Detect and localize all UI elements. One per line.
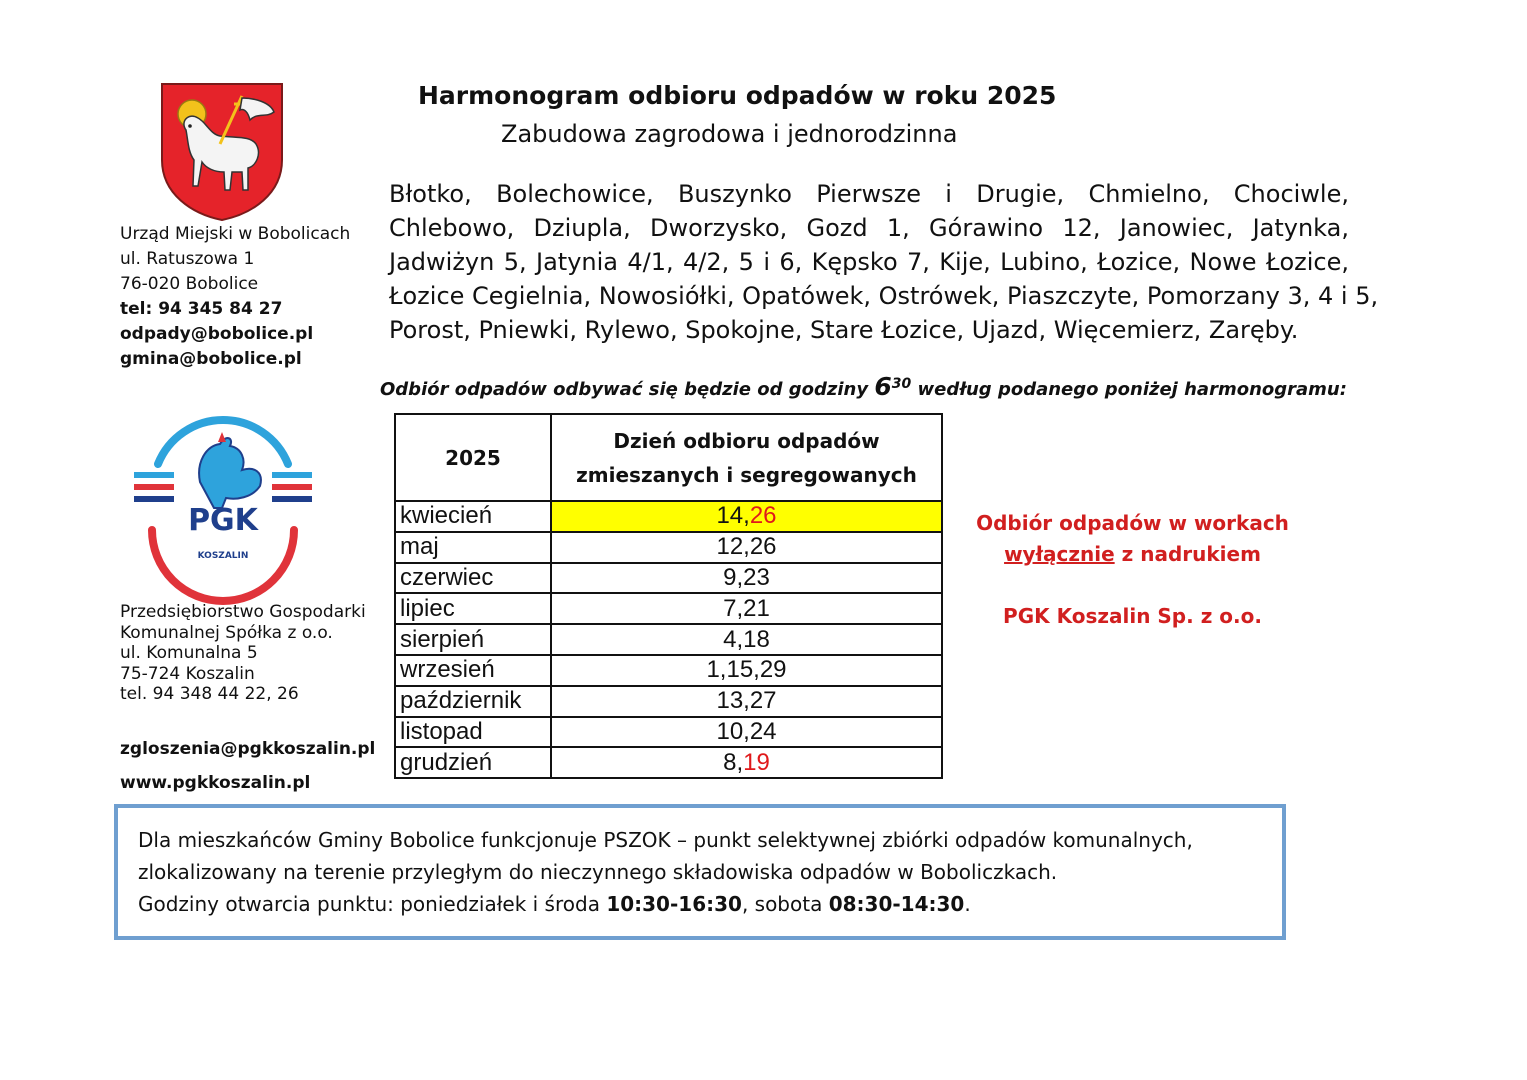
bags-line3: PGK Koszalin Sp. z o.o. (1003, 604, 1262, 628)
office-street: ul. Ratuszowa 1 (120, 249, 255, 269)
days-text-red: 26 (749, 502, 777, 530)
month-cell: grudzień (395, 747, 551, 778)
pszok-hours-line (138, 888, 1193, 920)
company-phone: tel. 94 348 44 22, 26 (120, 684, 299, 704)
coat-of-arms-logo (160, 82, 284, 222)
pszok-line1: Dla mieszkańców Gminy Bobolice funkcjonuje PSZOK – punkt selektywnej zbiórki odpadów komunalnych, (138, 828, 1193, 852)
company-line2: Komunalnej Spółka z o.o. (120, 622, 333, 643)
company-line1: Przedsiębiorstwo Gospodarki (120, 602, 366, 622)
pszok-info-box (114, 804, 1286, 940)
days-text: 4,18 (723, 625, 770, 653)
office-email-gmina[interactable]: gmina@bobolice.pl (120, 349, 302, 369)
bags-exclusive: wyłącznie (1004, 542, 1115, 566)
month-cell: listopad (395, 717, 551, 748)
company-address (120, 602, 366, 705)
month-cell: kwiecień (395, 501, 551, 532)
table-row (395, 563, 942, 594)
days-cell (551, 686, 942, 717)
days-cell (551, 717, 942, 748)
company-street: ul. Komunalna 5 (120, 643, 258, 663)
office-phone: tel: 94 345 84 27 (120, 299, 283, 319)
table-row (395, 624, 942, 655)
schedule-body (395, 501, 942, 778)
localities-line: Jadwiżyn 5, Jatynia 4/1, 4/2, 5 i 6, Kępsko 7, Kije, Lubino, Łozice, Nowe Łozice, (389, 248, 1349, 276)
month-cell: październik (395, 686, 551, 717)
bags-info (960, 508, 1305, 632)
month-cell: sierpień (395, 624, 551, 655)
days-text: 8, (723, 748, 744, 776)
header-line2: zmieszanych i segregowanych (576, 462, 917, 487)
header-year: 2025 (395, 414, 551, 501)
bags-line2-rest: z nadrukiem (1114, 542, 1261, 566)
note-hour: 6 (874, 372, 892, 401)
days-text: 13,27 (716, 687, 777, 715)
days-cell (551, 624, 942, 655)
pszok-hours-weekday: 10:30-16:30 (606, 892, 742, 916)
days-text: 9,23 (723, 563, 770, 591)
pszok-line2: zlokalizowany na terenie przyległym do nieczynnego składowiska odpadów w Boboliczkach. (138, 860, 1058, 884)
days-text: 12,26 (716, 533, 777, 561)
company-website[interactable]: www.pgkkoszalin.pl (120, 773, 311, 793)
office-email-odpady[interactable]: odpady@bobolice.pl (120, 324, 314, 344)
days-cell (551, 747, 942, 778)
note-before: Odbiór odpadów odbywać się będzie od godziny (380, 379, 875, 400)
pszok-hours-end: . (964, 892, 971, 916)
localities-line: Porost, Pniewki, Rylewo, Spokojne, Stare Łozice, Ujazd, Więcemierz, Zaręby. (389, 316, 1299, 344)
company-city: 75-724 Koszalin (120, 663, 255, 684)
table-row (395, 686, 942, 717)
table-row (395, 501, 942, 532)
localities-line: Chlebowo, Dziupla, Dworzysko, Gozd 1, Górawino 12, Janowiec, Jatynka, (389, 214, 1349, 242)
days-text-red: 19 (743, 748, 770, 776)
office-city: 76-020 Bobolice (120, 274, 259, 294)
days-text: 14, (716, 502, 750, 530)
month-cell: czerwiec (395, 563, 551, 594)
note-minutes: 30 (891, 376, 912, 392)
days-text: 7,21 (723, 594, 770, 622)
pszok-text (138, 824, 1193, 920)
header-line1: Dzień odbioru odpadów (613, 428, 880, 453)
localities-line: Łozice Cegielnia, Nowosiółki, Opatówek, Ostrówek, Piaszczyte, Pomorzany 3, 4 i 5, (389, 282, 1379, 310)
page-subtitle: Zabudowa zagrodowa i jednorodzinna (501, 120, 958, 148)
pgk-logo-text: PGK (188, 503, 258, 538)
company-contact (120, 732, 375, 800)
localities-list (389, 177, 1379, 347)
days-text: 1,15,29 (706, 656, 787, 684)
schedule-table (394, 413, 943, 779)
pgk-logo-subtext: KOSZALIN (197, 551, 249, 561)
month-cell: wrzesień (395, 655, 551, 686)
bags-line1: Odbiór odpadów w workach (976, 511, 1289, 535)
table-header-row (395, 414, 942, 501)
office-name: Urząd Miejski w Bobolicach (120, 224, 351, 244)
pgk-koszalin-logo (130, 412, 316, 572)
table-row (395, 655, 942, 686)
table-row (395, 532, 942, 563)
header-pickup-day (551, 414, 942, 501)
days-cell (551, 563, 942, 594)
office-contact (120, 222, 350, 372)
month-cell: lipiec (395, 593, 551, 624)
table-row (395, 747, 942, 778)
days-cell (551, 532, 942, 563)
month-cell: maj (395, 532, 551, 563)
company-email[interactable]: zgloszenia@pgkkoszalin.pl (120, 739, 376, 759)
days-cell (551, 501, 942, 532)
pszok-hours-middle: , sobota (741, 892, 829, 916)
pszok-hours-label: Godziny otwarcia punktu: poniedziałek i środa (138, 892, 607, 916)
days-cell (551, 593, 942, 624)
table-row (395, 717, 942, 748)
pszok-hours-saturday: 08:30-14:30 (828, 892, 965, 916)
note-after: według podanego poniżej harmonogramu: (911, 379, 1347, 400)
bags-line2 (960, 539, 1305, 570)
days-cell (551, 655, 942, 686)
localities-line: Błotko, Bolechowice, Buszynko Pierwsze i Drugie, Chmielno, Chociwle, (389, 180, 1349, 208)
table-row (395, 593, 942, 624)
days-text: 10,24 (716, 717, 777, 745)
page-title: Harmonogram odbioru odpadów w roku 2025 (418, 81, 1057, 110)
pickup-time-note (380, 372, 1347, 401)
